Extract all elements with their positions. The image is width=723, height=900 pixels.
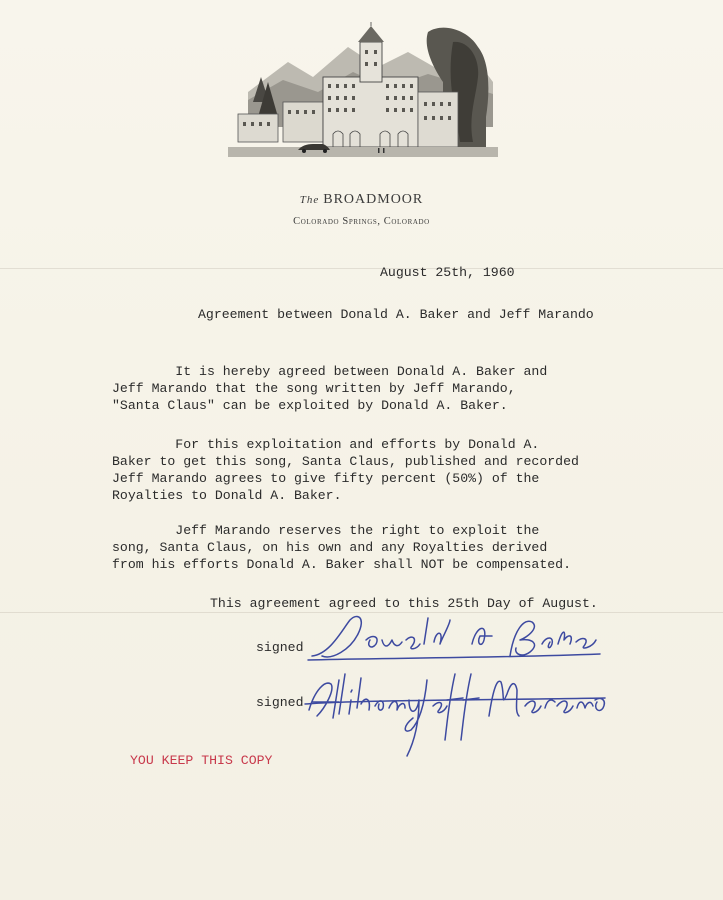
paragraph-2 [112,436,579,504]
paragraph-line: "Santa Claus" can be exploited by Donald A. Baker. [112,398,508,413]
letterhead-brand-name [0,192,723,208]
paragraph-3 [112,522,571,573]
hotel-engraving-logo [228,22,498,172]
paragraph-line: For this exploitation and efforts by Donald A. [112,437,540,452]
letterhead-the: The [299,194,320,206]
copy-note: YOU KEEP THIS COPY [130,753,273,768]
paragraph-line: It is hereby agreed between Donald A. Baker and [112,364,548,379]
paragraph-line: Jeff Marando agrees to give fifty percent (50%) of the [112,471,540,486]
agreement-date-line: This agreement agreed to this 25th Day of August. [210,596,598,611]
signed-label-2: signed [256,695,304,710]
paragraph-line: Jeff Marando that the song written by Jeff Marando, [112,381,516,396]
paragraph-line: Jeff Marando reserves the right to exploit the [112,523,540,538]
agreement-title: Agreement between Donald A. Baker and Jeff Marando [198,307,594,322]
paragraph-line: Baker to get this song, Santa Claus, published and recorded [112,454,579,469]
signed-label-1: signed [256,640,304,655]
letter-date: August 25th, 1960 [380,265,515,280]
paragraph-1 [112,363,547,414]
letterhead-name: BROADMOOR [323,192,424,207]
paragraph-line: from his efforts Donald A. Baker shall NOT be compensated. [112,557,571,572]
signature-jeff-marando [295,660,615,760]
paper-fold-line [0,268,723,269]
paragraph-line: Royalties to Donald A. Baker. [112,488,342,503]
letterhead-location: Colorado Springs, Colorado [293,216,430,227]
paragraph-line: song, Santa Claus, on his own and any Royalties derived [112,540,548,555]
